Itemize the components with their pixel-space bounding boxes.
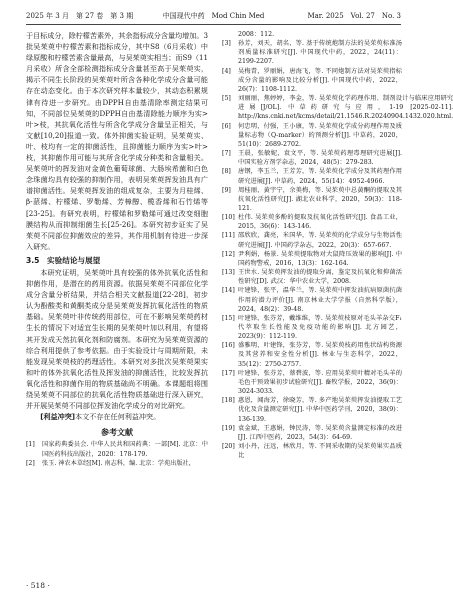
reference-number: [20]	[222, 443, 235, 451]
running-header	[26, 8, 401, 25]
page-number: · 518 ·	[26, 581, 50, 590]
reference-item	[26, 459, 208, 468]
reference-item	[26, 440, 208, 458]
reference-number: [15]	[222, 314, 235, 322]
reference-text: 叶建锋，张平，温华兰，等. 吴茱萸中挥发油抗病原菌抗菌作用的潜力评价[J]. 南京林业大学学报（自然科学版），2024，48(2)：39-48.	[238, 287, 402, 313]
reference-number: [8]	[222, 168, 231, 176]
reference-text: 尹利娟，杨景. 吴茱萸提取物对大鼠降压效果的影响[J]. 中国药物警戒，2016，13(3)：162-164.	[238, 250, 402, 267]
reference-text: 刘小丹，汪远，林欣月，等. 不同采收期的吴茱萸果实品质比	[238, 443, 402, 460]
reference-text: 何忠明，付强，王小康，等. 吴茱萸化学成分药理作用及质量标志物（Q-marker）的预测分析[J]. 中草药，2020，51(10)：2689-2702.	[238, 122, 402, 148]
reference-item	[222, 442, 402, 460]
reference-item	[222, 167, 402, 185]
reference-text: 孙芳，刘天，胡名，等. 基于传统炮制方法的吴茱萸标准汤剂质量标准研究[J]. 中国现代中药，2022，24(11)：2199-2207.	[238, 40, 402, 66]
reference-number: [7]	[222, 150, 231, 158]
reference-item	[222, 341, 402, 368]
reference-text: 叶建锋，张芬芳，戴维维，等. 吴茱萸枝原对毛头羊杂交F₁代萃取生长性能及免疫功能的影响[J]. 北方园艺，2023(9)：112-119.	[238, 314, 402, 341]
reference-item	[222, 94, 453, 121]
reference-text: 周桂丽，黄宇宁，余美梅，等. 吴茱萸中总黄酮的提取及其抗氧化活性研究[J]. 湖北农业科学，2020，59(3)：118-121.	[238, 186, 402, 212]
conflict-statement	[26, 411, 208, 422]
reference-item	[222, 314, 402, 341]
reference-text: 惠恩，闻海芳，徐晓芳，等. 多产地吴茱萸挥发油提取工艺优化及含量测定研究[J]. 中华中医药学刊，2020，38(9)：136-139.	[238, 397, 402, 423]
header-issue: 2025 年 3 月 第 27 卷 第 3 期	[26, 12, 134, 20]
reference-item	[222, 396, 402, 423]
reference-number: [2]	[26, 459, 35, 467]
reference-number: [19]	[222, 424, 235, 432]
section-heading: 3.5 实验结论与展望	[26, 255, 101, 265]
body-paragraph: 于目标成分，除柠檬苦素外，其余指标成分含量均增加。3批吴茱萸中柠檬苦素和指标成分，其中S8（6月采收）中绿原酸和柠檬苦素含量最高，与吴茱萸实相当；而S9（11月采收）所含全部检测指标成分含量甚至高于吴茱萸实，揭示不同生长阶段的吴茱萸叶所含各种化学成分含量可能存在动态变化。由于本次研究样本量较少，其动态积累规律有待进一步研究。由DPPH自由基清除率测定结果可知，不同部位吴茱萸的DPPH自由基清除能力顺序为实>叶>枝，其抗氧化活性与所含化学成分含量呈正相关，与文献[10,20]报道一致。体外抑菌实验证明，吴茱萸实、叶、枝均有一定的抑菌活性，且抑菌能力顺序为实>叶>枝，其抑菌作用可能与其所含化学成分种类和含量相关。吴茱萸叶的挥发油对金黄色葡萄球菌、大肠埃希菌和白色念珠菌均具有较强的抑制作用，表明吴茱萸挥发油具有广谱抑菌活性。吴茱萸挥发油的组成复杂，主要为月桂烯、β-蒎烯、柠檬烯、罗勒烯、芳樟醇、榄香烯和石竹烯等[23-25]。有研究表明，柠檬烯和罗勒烯可通过改变细胞膜结构从而抑制细菌生长[25-26]。本研究初步证实了吴茱萸不同部位抑菌效应的差异，其作用机制有待进一步深入研究。	[26, 31, 208, 251]
reference-number: [1]	[26, 441, 35, 449]
reference-text: 国家药典委员会. 中华人民共和国药典：一部[M]. 北京：中国医药科技出版社，2020：178-179.	[42, 441, 208, 458]
reference-text: 王晨，张敏妮，袁文平，等. 吴茱萸药理毒理研究进展[J]. 中国实验方剂学杂志，2024，48(5)：279-283.	[238, 150, 402, 167]
reference-item	[222, 231, 402, 249]
reference-number: [13]	[222, 269, 235, 277]
reference-text: 袁金斌，王惠娟，钟民涛，等. 吴茱萸含量测定标准的改进[J]. 江西中医药，2023，54(3)：64-69.	[238, 424, 402, 441]
reference-item	[222, 122, 402, 149]
reference-number	[222, 30, 238, 39]
header-journal: 中国现代中药 Mod Chin Med	[162, 12, 265, 20]
reference-item	[222, 67, 402, 94]
reference-number: [18]	[222, 397, 235, 405]
reference-text: 2008：112.	[238, 31, 275, 38]
reference-text: 刘丽丽，焦婷婷，李金，等. 吴茱萸化学药理作用、制剂设计与临床应用研究进展[J/OL]. 中草药研究与应用，1-19 [2025-02-11]. http://kns.cnki.net/kcms/detail/21.1546.R.20240904.1432.020.html.	[238, 95, 453, 121]
reference-list-right	[222, 30, 453, 460]
left-column	[26, 30, 208, 468]
reference-number: [11]	[222, 232, 235, 240]
reference-number: [14]	[222, 287, 235, 295]
reference-item	[222, 30, 402, 39]
reference-item	[222, 286, 402, 313]
reference-text: 王世水. 吴茱萸挥发油的提取分离，鉴定及抗氧化和抑菌活性研究[D]. 武汉：华中农业大学，2008.	[238, 269, 402, 286]
reference-item	[222, 39, 402, 66]
conflict-text: 本文不存在任何利益冲突。	[75, 412, 161, 422]
reference-number: [12]	[222, 250, 235, 258]
reference-item	[222, 186, 402, 213]
reference-item	[222, 268, 402, 286]
reference-number: [6]	[222, 122, 231, 130]
reference-text: 叶建锋，张芬芳，蔡碧波，等. 应用吴茱萸叶精对毛头羊的毛色干预效果初步试验研究[J]. 畜牧学报，2022，36(9)：3024-3033.	[238, 369, 402, 396]
reference-number: [4]	[222, 67, 231, 75]
reference-number: [9]	[222, 186, 231, 194]
reference-item	[222, 424, 402, 442]
header-issue-en: Mar. 2025 Vol. 27 No. 3	[307, 12, 401, 20]
reference-item	[222, 213, 402, 231]
references-title: 参考文献	[101, 428, 133, 438]
reference-text: 盛雅明，叶建锋，张芬芳，等. 吴茱萸枝药用性状结构资源及其营养和安全性分析[J]. 林业与生态科学，2022，35(12)：2750-2757.	[238, 342, 402, 368]
reference-list-left	[26, 440, 208, 468]
reference-text: 杜伟. 吴茱萸多酚的提取及抗氧化活性研究[J]. 食品工业，2015，36(6)：143-146.	[238, 214, 402, 231]
reference-number: [10]	[222, 214, 235, 222]
reference-item	[222, 250, 402, 268]
reference-text: 唐钢，李玉兰，王芳芳，等. 吴茱萸化学成分及其药理作用研究进展[J]. 中草药，2024，55(14)：4952-4966.	[238, 168, 402, 185]
reference-text: 张玉. 神农本草经[M]. 南志科，编. 北京：学苑出版社，	[42, 459, 195, 467]
reference-text: 邵欣欣，龚亮，米国华，等. 吴茱萸的化学成分与生物活性研究进展[J]. 中国药学杂志，2022，20(3)：657-667.	[238, 232, 402, 249]
reference-item	[222, 149, 402, 167]
reference-item	[222, 369, 402, 396]
conflict-label: [利益冲突]	[40, 412, 76, 422]
reference-number: [5]	[222, 95, 231, 103]
reference-number: [17]	[222, 369, 235, 377]
reference-text: 吴梅青，罗丽娟，唐海飞，等. 不同炮制方法对吴茱萸指标成分含量的影响及比较分析[J]. 中国现代中药，2022，26(7)：1108-1112.	[238, 67, 402, 93]
reference-number: [16]	[222, 342, 235, 350]
reference-number: [3]	[222, 40, 231, 48]
body-paragraph: 本研究证明，吴茱萸叶具有较强的体外抗氧化活性和抑菌作用，是潜在的药用资源。依据吴茱萸不同部位化学成分含量分析结果，并结合相关文献报道[22-28]，初步认为酚酸类和黄酮类成分是吴茱萸发挥抗氧化活性的物质基础。吴茱萸叶非传统药用部位，可在不影响吴茱萸药材生长的情况下对适宜生长期的吴茱萸叶加以利用，有望将其开发成天然抗氧化剂和防腐剂。本研究为吴茱萸资源的综合利用提供了参考依据。由于实验设计与周期所限，未能发现吴茱萸枝的药理活性。本研究对多批次吴茱萸果实和叶的体外抗氧化活性及挥发油的抑菌活性，比较发挥抗氧化活性和抑菌作用的物质基础尚不明确。本课题组将围绕吴茱萸不同部位的抗氧化活性物质基础进行深入研究，并开展吴茱萸不同部位挥发油化学成分的对比研究。	[26, 267, 208, 411]
